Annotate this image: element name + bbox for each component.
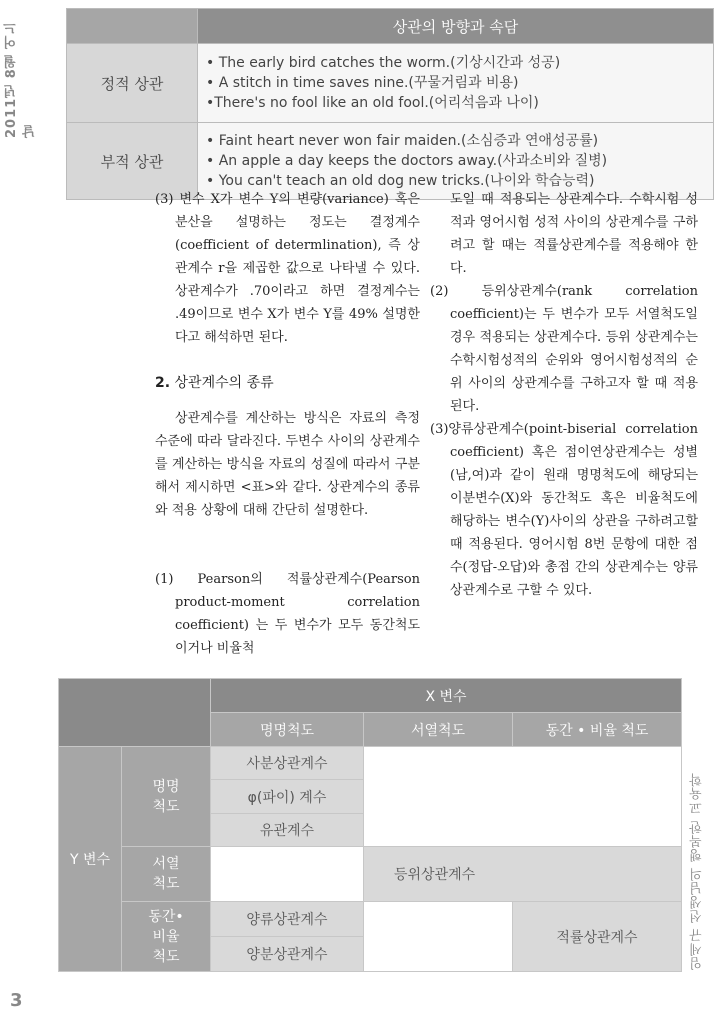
empty-cell (364, 747, 682, 847)
positive-correlation-label: 정적 상관 (67, 44, 198, 123)
left-text-column (155, 188, 420, 660)
item-point-biserial: (3)양류상관계수(point-biserial correlation coefficient) 혹은 점이연상관계수는 성별(남,여)과 같이 원래 명명척도에 해당되는 이분변수(X)와 동간척도 혹은 비율척도에 해당하는 변수(Y)사이의 상관을 구하려고할 때 적용된다. 영어시험 8번 문항에 대한 점수(정답-오답)와 총점 간의 상관계수는 양류상관계수로 구할 수 있다. (430, 422, 698, 598)
point-biserial-cell: 양류상관계수 (211, 902, 364, 937)
right-text-column (430, 188, 698, 602)
pearson-continuation: 도일 때 적용되는 상관계수다. 수학시험 성적과 영어시험 성적 사이의 상관계수를 구하려고 할 때는 적률상관계수를 적용해야 한다. (450, 192, 698, 276)
item-determination-coefficient: (3) 변수 X가 변수 Y의 변량(variance) 혹은 분산을 설명하는 정도는 결정계수(coefficient of determlination), 즉 상관계수 r을 제곱한 값으로 나타낼 수 있다. 상관계수가 .70이라고 하면 결정계수는 .49이므로 변수 X가 변수 Y를 49% 설명한다고 해석하면 된다. (155, 192, 420, 345)
section-number: 2. (155, 375, 171, 391)
proverb-item: • You can't teach an old dog new tricks.(나이와 학습능력) (206, 173, 595, 189)
phi-coefficient-cell: φ(파이) 계수 (211, 780, 364, 814)
page-number: 3 (10, 990, 23, 1011)
proverb-table-corner (67, 9, 198, 44)
row-header-interval: 동간• 비율 척도 (122, 902, 211, 972)
biserial-cell: 양분상관계수 (211, 937, 364, 972)
rank-correlation-cell: 등위상관계수 (364, 847, 682, 902)
issue-date-vertical: 2011년 8월 어느날 (4, 20, 38, 138)
section-paragraph: 상관계수를 계산하는 방식은 자료의 측정 수준에 따라 달라진다. 두변수 사이의 상관계수를 계산하는 방식을 자료의 성질에 따라서 구분해서 제시하면 <표>와 같다. 상관계수의 종류와 적용 상황에 대해 간단히 설명한다. (155, 411, 420, 518)
col-header-nominal: 명명척도 (211, 713, 364, 747)
proverb-table (66, 8, 714, 200)
publication-title-vertical: 임세규 선생님의 행복한 교육학 (690, 772, 705, 970)
pearson-product-moment-cell: 적률상관계수 (513, 902, 682, 972)
proverb-item: • An apple a day keeps the doctors away.(사과소비와 질병) (206, 153, 608, 169)
corr-table-corner (59, 679, 211, 747)
item-rank-correlation: (2) 등위상관계수(rank correlation coefficient)는 두 변수가 모두 서열척도일 경우 적용되는 상관계수다. 등위 상관계수는 수학시험성적의 순위와 영어시험성적의 순위 사이의 상관계수를 구하고자 할 때 적용된다. (430, 284, 698, 414)
y-variable-header: Y 변수 (59, 747, 122, 972)
empty-cell (364, 902, 513, 972)
negative-correlation-label: 부적 상관 (67, 123, 198, 200)
correlation-type-table (58, 678, 682, 972)
proverb-item: • A stitch in time saves nine.(꾸물거림과 비용) (206, 75, 519, 91)
contingency-coefficient-cell: 유관계수 (211, 814, 364, 847)
empty-cell (211, 847, 364, 902)
row-header-nominal: 명명 척도 (122, 747, 211, 847)
item-pearson: (1) Pearson의 적률상관계수(Pearson product-moment correlation coefficient) 는 두 변수가 모두 동간척도이거나 비율척 (155, 572, 420, 656)
col-header-interval: 동간 • 비율 척도 (513, 713, 682, 747)
proverb-item: • The early bird catches the worm.(기상시간과 성공) (206, 55, 561, 71)
col-header-ordinal: 서열척도 (364, 713, 513, 747)
section-heading (155, 372, 420, 395)
x-variable-header: X 변수 (211, 679, 682, 713)
row-header-ordinal: 서열 척도 (122, 847, 211, 902)
section-title: 상관계수의 종류 (174, 375, 274, 391)
proverb-item: • Faint heart never won fair maiden.(소심증과 연애성공률) (206, 133, 599, 149)
positive-proverbs (198, 44, 714, 123)
proverb-item: •There's no fool like an old fool.(어리석음과 나이) (206, 95, 539, 111)
proverb-table-header: 상관의 방향과 속담 (198, 9, 714, 44)
tetrachoric-cell: 사분상관계수 (211, 747, 364, 780)
